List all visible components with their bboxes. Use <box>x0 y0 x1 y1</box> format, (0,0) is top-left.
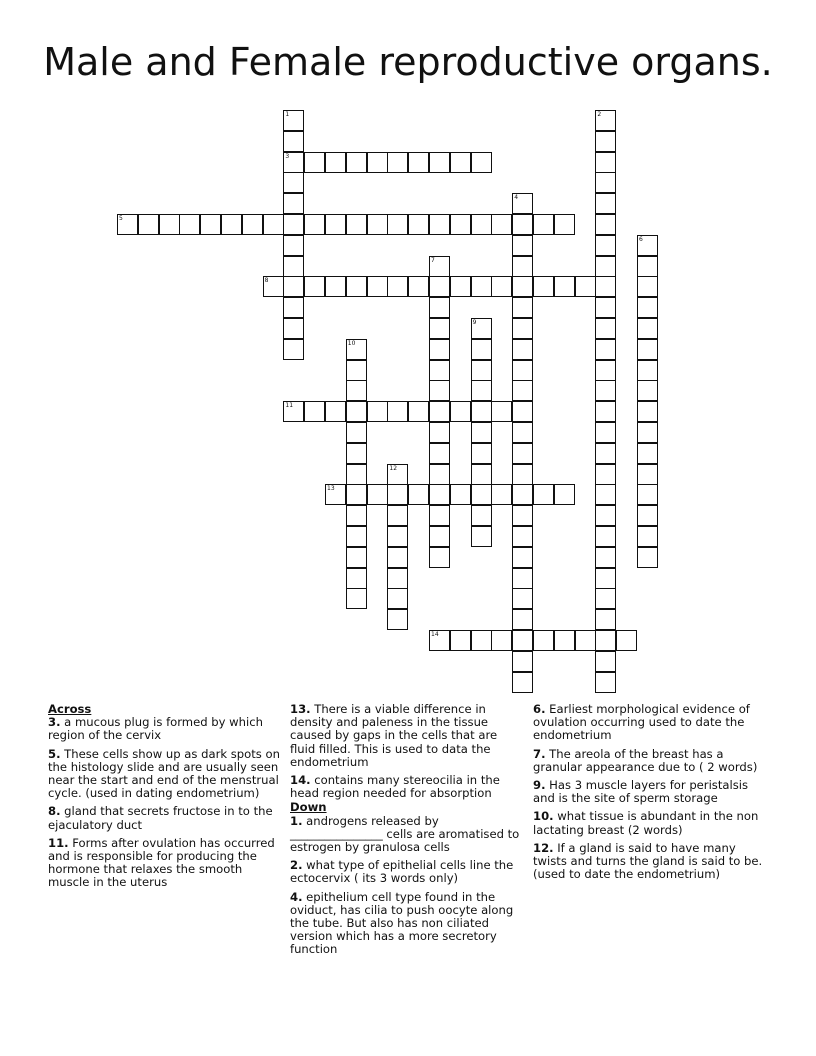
grid-cell[interactable] <box>637 484 658 505</box>
grid-cell[interactable] <box>512 630 533 651</box>
grid-cell[interactable] <box>367 484 388 505</box>
grid-cell[interactable] <box>429 152 450 173</box>
clue-number: 11. <box>48 835 69 850</box>
grid-cell[interactable] <box>450 276 471 297</box>
grid-cell[interactable] <box>595 526 616 547</box>
grid-cell[interactable] <box>637 464 658 485</box>
clue-column-2 <box>290 703 522 962</box>
clue-down-2 <box>290 859 522 885</box>
grid-cell[interactable] <box>471 318 492 339</box>
grid-cell[interactable] <box>595 318 616 339</box>
grid-cell[interactable] <box>595 339 616 360</box>
grid-cell[interactable] <box>325 484 346 505</box>
grid-cell[interactable] <box>471 526 492 547</box>
grid-cell[interactable] <box>595 401 616 422</box>
grid-cell[interactable] <box>637 547 658 568</box>
grid-cell[interactable] <box>491 484 512 505</box>
grid-cell[interactable] <box>429 360 450 381</box>
grid-cell[interactable] <box>429 214 450 235</box>
grid-cell[interactable] <box>575 276 596 297</box>
cell-number: 13 <box>327 485 335 493</box>
grid-cell[interactable] <box>471 339 492 360</box>
grid-cell[interactable] <box>283 401 304 422</box>
grid-cell[interactable] <box>595 672 616 693</box>
clue-text: The areola of the breast has a granular appearance due to ( 2 words) <box>533 746 758 774</box>
grid-cell[interactable] <box>387 464 408 485</box>
clue-text: epithelium cell type found in the oviduct, has cilia to push oocyte along the tube. But also has non ciliated version which has a more secretory function <box>290 889 514 957</box>
grid-cell[interactable] <box>325 152 346 173</box>
clue-number: 8. <box>48 804 61 819</box>
grid-cell[interactable] <box>138 214 159 235</box>
clue-across-3 <box>48 716 280 742</box>
grid-cell[interactable] <box>512 505 533 526</box>
clue-text: These cells show up as dark spots on the histology slide and are usually seen near the start and end of the menstrual cycle. (used in dating endometrium) <box>48 746 280 801</box>
grid-cell[interactable] <box>117 214 138 235</box>
clue-down-12 <box>533 842 765 882</box>
grid-cell[interactable] <box>512 651 533 672</box>
grid-cell[interactable] <box>429 547 450 568</box>
clue-number: 12. <box>533 840 554 855</box>
clue-across-11 <box>48 837 280 890</box>
clue-number: 10. <box>533 809 554 824</box>
grid-cell[interactable] <box>471 276 492 297</box>
cell-number: 2 <box>597 111 602 118</box>
clue-number: 4. <box>290 889 303 904</box>
grid-cell[interactable] <box>512 422 533 443</box>
grid-cell[interactable] <box>491 276 512 297</box>
grid-cell[interactable] <box>367 276 388 297</box>
grid-cell[interactable] <box>346 380 367 401</box>
grid-cell[interactable] <box>242 214 263 235</box>
grid-cell[interactable] <box>512 401 533 422</box>
grid-cell[interactable] <box>325 214 346 235</box>
grid-cell[interactable] <box>429 339 450 360</box>
clue-number: 6. <box>533 702 546 716</box>
grid-cell[interactable] <box>429 505 450 526</box>
grid-cell[interactable] <box>387 588 408 609</box>
clue-text: androgens released by ________________ cells are aromatised to estrogen by granulosa cells <box>290 813 520 855</box>
grid-cell[interactable] <box>512 484 533 505</box>
grid-cell[interactable] <box>429 276 450 297</box>
grid-cell[interactable] <box>512 588 533 609</box>
clue-text: Has 3 muscle layers for peristalsis and is the site of sperm storage <box>533 778 749 806</box>
clue-across-8 <box>48 805 280 831</box>
grid-cell[interactable] <box>637 318 658 339</box>
grid-cell[interactable] <box>304 276 325 297</box>
clue-column-3 <box>533 703 765 886</box>
grid-cell[interactable] <box>387 547 408 568</box>
clue-text: a mucous plug is formed by which region of the cervix <box>48 715 263 743</box>
cell-number: 8 <box>264 277 269 285</box>
grid-cell[interactable] <box>450 484 471 505</box>
grid-cell[interactable] <box>346 422 367 443</box>
grid-cell[interactable] <box>595 422 616 443</box>
grid-cell[interactable] <box>325 401 346 422</box>
clue-down-10 <box>533 810 765 836</box>
grid-cell[interactable] <box>637 401 658 422</box>
grid-cell[interactable] <box>408 214 429 235</box>
grid-cell[interactable] <box>367 401 388 422</box>
grid-cell[interactable] <box>159 214 180 235</box>
grid-cell[interactable] <box>512 193 533 214</box>
grid-cell[interactable] <box>512 318 533 339</box>
cell-number: 5 <box>119 215 123 222</box>
grid-cell[interactable] <box>512 256 533 277</box>
grid-cell[interactable] <box>346 339 367 360</box>
clue-number: 14. <box>290 773 311 788</box>
grid-cell[interactable] <box>200 214 221 235</box>
grid-cell[interactable] <box>283 339 304 360</box>
grid-cell[interactable] <box>429 401 450 422</box>
grid-cell[interactable] <box>637 505 658 526</box>
clue-number: 1. <box>290 813 303 828</box>
grid-cell[interactable] <box>471 505 492 526</box>
grid-cell[interactable] <box>637 276 658 297</box>
grid-cell[interactable] <box>304 152 325 173</box>
cell-number: 7 <box>431 256 435 264</box>
grid-cell[interactable] <box>387 401 408 422</box>
grid-cell[interactable] <box>283 214 304 235</box>
grid-cell[interactable] <box>595 276 616 297</box>
grid-cell[interactable] <box>595 443 616 464</box>
grid-cell[interactable] <box>512 609 533 630</box>
grid-cell[interactable] <box>429 256 450 277</box>
grid-cell[interactable] <box>450 152 471 173</box>
grid-cell[interactable] <box>283 193 304 214</box>
clue-number: 7. <box>533 746 546 761</box>
grid-cell[interactable] <box>595 172 616 193</box>
puzzle-title: Male and Female reproductive organs. <box>43 40 773 84</box>
grid-cell[interactable] <box>263 214 284 235</box>
grid-cell[interactable] <box>595 110 616 131</box>
grid-cell[interactable] <box>283 110 304 131</box>
cell-number: 14 <box>431 631 439 638</box>
cell-number: 1 <box>285 111 290 118</box>
grid-cell[interactable] <box>429 443 450 464</box>
grid-cell[interactable] <box>304 401 325 422</box>
grid-cell[interactable] <box>491 630 512 651</box>
grid-cell[interactable] <box>533 630 554 651</box>
grid-cell[interactable] <box>491 401 512 422</box>
clue-text: Forms after ovulation has occurred and is responsible for producing the hormone that relaxes the smooth muscle in the uterus <box>48 835 275 890</box>
clue-text: what tissue is abundant in the non lactating breast (2 words) <box>533 809 759 837</box>
grid-cell[interactable] <box>471 401 492 422</box>
grid-cell[interactable] <box>429 422 450 443</box>
grid-cell[interactable] <box>616 630 637 651</box>
grid-cell[interactable] <box>429 297 450 318</box>
grid-cell[interactable] <box>512 339 533 360</box>
grid-cell[interactable] <box>346 443 367 464</box>
grid-cell[interactable] <box>637 256 658 277</box>
clue-across-14 <box>290 774 522 800</box>
grid-cell[interactable] <box>283 297 304 318</box>
grid-cell[interactable] <box>595 297 616 318</box>
grid-cell[interactable] <box>387 526 408 547</box>
grid-cell[interactable] <box>554 214 575 235</box>
grid-cell[interactable] <box>554 276 575 297</box>
grid-cell[interactable] <box>595 380 616 401</box>
grid-cell[interactable] <box>554 484 575 505</box>
grid-cell[interactable] <box>346 526 367 547</box>
cell-number: 3 <box>285 152 290 160</box>
grid-cell[interactable] <box>450 630 471 651</box>
down-heading: Down <box>290 800 327 815</box>
grid-cell[interactable] <box>408 276 429 297</box>
grid-cell[interactable] <box>346 152 367 173</box>
grid-cell[interactable] <box>429 318 450 339</box>
grid-cell[interactable] <box>387 214 408 235</box>
grid-cell[interactable] <box>637 339 658 360</box>
clue-text: If a gland is said to have many twists and turns the gland is said to be. (used to date the endometrium) <box>533 840 763 882</box>
grid-cell[interactable] <box>387 568 408 589</box>
grid-cell[interactable] <box>471 214 492 235</box>
grid-cell[interactable] <box>512 672 533 693</box>
grid-cell[interactable] <box>263 276 284 297</box>
grid-cell[interactable] <box>512 235 533 256</box>
grid-cell[interactable] <box>512 360 533 381</box>
clue-number: 5. <box>48 746 61 761</box>
grid-cell[interactable] <box>595 360 616 381</box>
grid-cell[interactable] <box>637 297 658 318</box>
cell-number: 11 <box>285 402 294 410</box>
grid-cell[interactable] <box>429 630 450 651</box>
grid-cell[interactable] <box>512 276 533 297</box>
grid-cell[interactable] <box>346 276 367 297</box>
grid-cell[interactable] <box>283 235 304 256</box>
clue-down-1 <box>290 815 522 855</box>
grid-cell[interactable] <box>595 588 616 609</box>
grid-cell[interactable] <box>595 484 616 505</box>
clue-down-9 <box>533 779 765 805</box>
cell-number: 10 <box>347 339 356 347</box>
clue-across-13 <box>290 703 522 769</box>
grid-cell[interactable] <box>595 152 616 173</box>
grid-cell[interactable] <box>283 152 304 173</box>
clue-text: Earliest morphological evidence of ovulation occurring used to date the endometrium <box>533 702 750 743</box>
grid-cell[interactable] <box>429 464 450 485</box>
grid-cell[interactable] <box>387 609 408 630</box>
grid-cell[interactable] <box>637 422 658 443</box>
clue-across-5 <box>48 748 280 801</box>
grid-cell[interactable] <box>595 214 616 235</box>
grid-cell[interactable] <box>346 401 367 422</box>
grid-cell[interactable] <box>471 152 492 173</box>
grid-cell[interactable] <box>283 256 304 277</box>
grid-cell[interactable] <box>512 214 533 235</box>
cell-number: 9 <box>472 319 477 326</box>
grid-cell[interactable] <box>346 360 367 381</box>
grid-cell[interactable] <box>450 401 471 422</box>
grid-cell[interactable] <box>283 276 304 297</box>
grid-cell[interactable] <box>471 422 492 443</box>
grid-cell[interactable] <box>595 547 616 568</box>
grid-cell[interactable] <box>512 568 533 589</box>
grid-cell[interactable] <box>471 380 492 401</box>
clue-number: 13. <box>290 702 311 716</box>
clue-down-7 <box>533 748 765 774</box>
grid-cell[interactable] <box>387 505 408 526</box>
grid-cell[interactable] <box>595 651 616 672</box>
grid-cell[interactable] <box>387 152 408 173</box>
grid-cell[interactable] <box>595 630 616 651</box>
grid-cell[interactable] <box>595 193 616 214</box>
grid-cell[interactable] <box>575 630 596 651</box>
grid-cell[interactable] <box>512 380 533 401</box>
grid-cell[interactable] <box>637 360 658 381</box>
grid-cell[interactable] <box>179 214 200 235</box>
grid-cell[interactable] <box>283 318 304 339</box>
grid-cell[interactable] <box>346 568 367 589</box>
grid-cell[interactable] <box>595 256 616 277</box>
grid-cell[interactable] <box>429 526 450 547</box>
clue-text: gland that secrets fructose in to the ejaculatory duct <box>48 804 273 832</box>
grid-cell[interactable] <box>408 401 429 422</box>
cell-number: 6 <box>639 235 643 243</box>
grid-cell[interactable] <box>346 464 367 485</box>
across-heading: Across <box>48 702 92 716</box>
clue-text: contains many stereocilia in the head region needed for absorption <box>290 773 500 801</box>
grid-cell[interactable] <box>346 588 367 609</box>
grid-cell[interactable] <box>387 276 408 297</box>
grid-cell[interactable] <box>367 152 388 173</box>
grid-cell[interactable] <box>637 235 658 256</box>
grid-cell[interactable] <box>595 464 616 485</box>
grid-cell[interactable] <box>595 609 616 630</box>
grid-cell[interactable] <box>533 214 554 235</box>
grid-cell[interactable] <box>595 235 616 256</box>
grid-cell[interactable] <box>637 443 658 464</box>
grid-cell[interactable] <box>283 131 304 152</box>
grid-cell[interactable] <box>346 505 367 526</box>
grid-cell[interactable] <box>533 276 554 297</box>
grid-cell[interactable] <box>387 484 408 505</box>
grid-cell[interactable] <box>221 214 242 235</box>
clue-number: 2. <box>290 858 303 873</box>
grid-cell[interactable] <box>595 505 616 526</box>
clue-down-4 <box>290 891 522 957</box>
grid-cell[interactable] <box>637 526 658 547</box>
grid-cell[interactable] <box>471 464 492 485</box>
grid-cell[interactable] <box>512 547 533 568</box>
grid-cell[interactable] <box>346 484 367 505</box>
grid-cell[interactable] <box>346 547 367 568</box>
grid-cell[interactable] <box>554 630 575 651</box>
cell-number: 12 <box>389 464 398 472</box>
grid-cell[interactable] <box>346 214 367 235</box>
grid-cell[interactable] <box>450 214 471 235</box>
grid-cell[interactable] <box>637 380 658 401</box>
grid-cell[interactable] <box>471 443 492 464</box>
cell-number: 4 <box>514 194 519 202</box>
grid-cell[interactable] <box>512 464 533 485</box>
grid-cell[interactable] <box>491 214 512 235</box>
grid-cell[interactable] <box>325 276 346 297</box>
clue-down-6 <box>533 703 765 743</box>
grid-cell[interactable] <box>429 380 450 401</box>
grid-cell[interactable] <box>367 214 388 235</box>
clue-text: There is a viable difference in density and paleness in the tissue caused by gaps in the cells that are fluid filled. This is used to data the endometrium <box>290 702 498 769</box>
grid-cell[interactable] <box>429 484 450 505</box>
grid-cell[interactable] <box>471 630 492 651</box>
grid-cell[interactable] <box>471 484 492 505</box>
grid-cell[interactable] <box>283 172 304 193</box>
grid-cell[interactable] <box>471 360 492 381</box>
grid-cell[interactable] <box>533 484 554 505</box>
grid-cell[interactable] <box>595 131 616 152</box>
grid-cell[interactable] <box>304 214 325 235</box>
grid-cell[interactable] <box>408 152 429 173</box>
grid-cell[interactable] <box>595 568 616 589</box>
grid-cell[interactable] <box>408 484 429 505</box>
grid-cell[interactable] <box>512 443 533 464</box>
clue-number: 3. <box>48 715 61 730</box>
grid-cell[interactable] <box>512 297 533 318</box>
clue-column-1 <box>48 703 280 895</box>
clue-number: 9. <box>533 778 546 793</box>
clue-text: what type of epithelial cells line the ectocervix ( its 3 words only) <box>290 858 514 886</box>
grid-cell[interactable] <box>512 526 533 547</box>
